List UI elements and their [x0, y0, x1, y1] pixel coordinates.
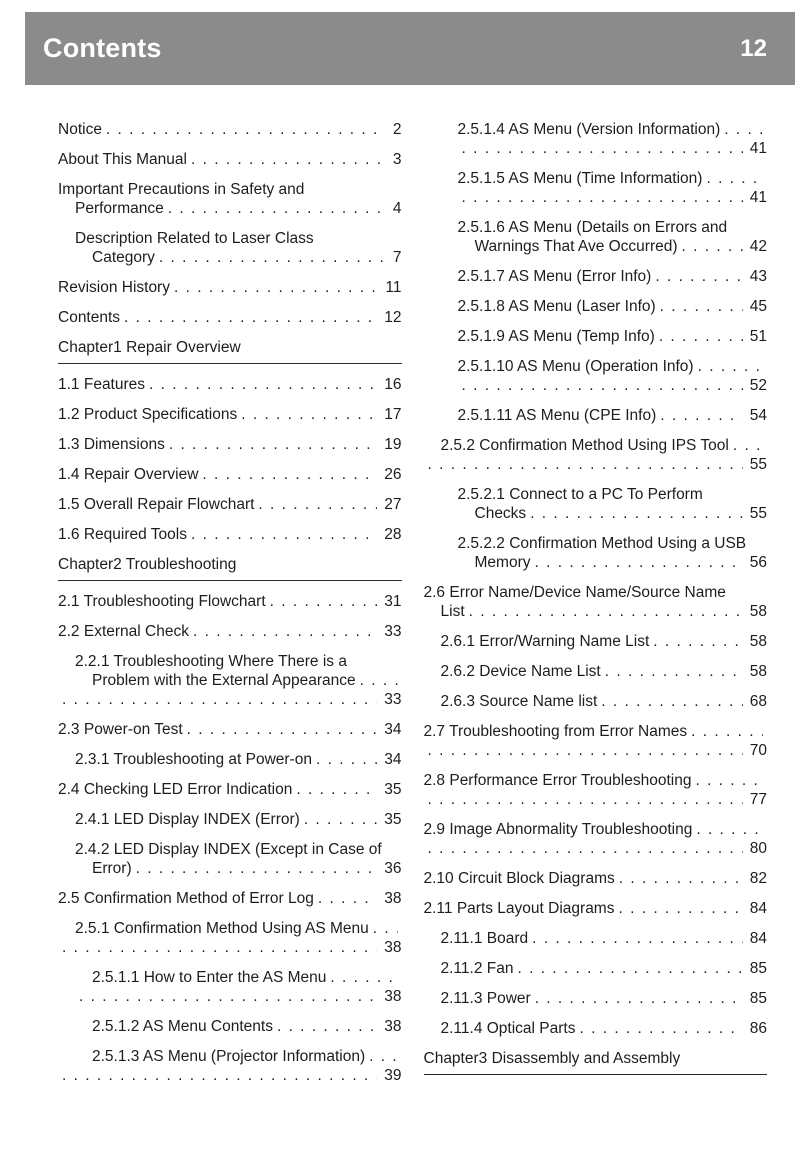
toc-entry[interactable] [424, 357, 768, 395]
dot-leader [149, 375, 377, 394]
toc-line [424, 327, 768, 346]
toc-entry[interactable] [424, 662, 768, 681]
toc-line [424, 139, 768, 158]
dot-leader [462, 376, 743, 395]
dot-leader [304, 810, 377, 829]
toc-entry[interactable] [424, 959, 768, 978]
dot-leader [534, 553, 742, 572]
toc-line [424, 218, 768, 237]
toc-line [58, 938, 402, 957]
toc-line [58, 555, 402, 574]
toc-text: 2.7 Troubleshooting from Error Names [423, 723, 688, 740]
dot-leader [270, 592, 378, 611]
toc-entry[interactable] [424, 771, 768, 809]
toc-entry[interactable] [424, 820, 768, 858]
toc-text: 2.5 Confirmation Method of Error Log [58, 890, 314, 907]
toc-entry[interactable] [424, 436, 768, 474]
page-number: 82 [749, 870, 767, 887]
page-number: 16 [384, 376, 402, 393]
page-number: 28 [384, 526, 402, 543]
toc-text: 2.5.1.1 How to Enter the AS Menu [92, 969, 327, 986]
dot-leader [682, 237, 743, 256]
page-number: 51 [749, 328, 767, 345]
toc-text: 2.11.2 Fan [440, 960, 514, 977]
toc-column-right [424, 120, 768, 1096]
toc-line [58, 150, 402, 169]
toc-text: 2.5.1.9 AS Menu (Temp Info) [457, 328, 655, 345]
toc-entry[interactable] [424, 534, 768, 572]
page-number: 17 [384, 406, 402, 423]
toc-entry[interactable] [424, 169, 768, 207]
toc-line [424, 989, 768, 1008]
toc-text: 1.3 Dimensions [58, 436, 165, 453]
toc-text: 1.5 Overall Repair Flowchart [58, 496, 255, 513]
toc-line [58, 229, 402, 248]
toc-chapter-heading [58, 555, 402, 581]
dot-leader [618, 899, 742, 918]
dot-leader [659, 327, 743, 346]
dot-leader [62, 938, 377, 957]
toc-entry[interactable] [58, 968, 402, 1006]
page-number: 42 [749, 238, 767, 255]
page-title: Contents [43, 33, 162, 63]
toc-text: Revision History [58, 279, 170, 296]
toc-entry[interactable] [424, 1019, 768, 1038]
toc-line [58, 180, 402, 199]
toc-text: 2.6.2 Device Name List [440, 663, 601, 680]
page-number: 19 [384, 436, 402, 453]
toc-text: 2.6.1 Error/Warning Name List [440, 633, 650, 650]
toc-line [424, 632, 768, 651]
toc-entry[interactable] [58, 592, 402, 611]
toc-line [58, 1047, 402, 1066]
page-number: 31 [384, 593, 402, 610]
dot-leader [706, 169, 763, 188]
dot-leader [62, 690, 377, 709]
toc-entry[interactable] [58, 495, 402, 514]
page-number: 27 [384, 496, 402, 513]
dot-leader [655, 267, 742, 286]
toc-entry[interactable] [58, 810, 402, 829]
toc-entry[interactable] [58, 525, 402, 544]
toc-line [58, 375, 402, 394]
toc-text: Performance [75, 200, 164, 217]
page-number: 39 [384, 1067, 402, 1084]
toc-text: Chapter2 Troubleshooting [58, 556, 237, 573]
dot-leader [428, 839, 743, 858]
toc-text: 2.5.1.10 AS Menu (Operation Info) [457, 358, 694, 375]
toc-text: 2.3 Power-on Test [58, 721, 183, 738]
toc-line [424, 692, 768, 711]
page-number: 52 [749, 377, 767, 394]
toc-entry[interactable] [424, 120, 768, 158]
page-number: 35 [384, 811, 402, 828]
toc-text: Contents [58, 309, 121, 326]
toc-entry[interactable] [58, 1017, 402, 1036]
toc-entry[interactable] [424, 485, 768, 523]
toc-line [424, 406, 768, 425]
toc-line [424, 929, 768, 948]
toc-line [58, 889, 402, 908]
toc-entry[interactable] [58, 180, 402, 218]
toc-text: 2.10 Circuit Block Diagrams [423, 870, 615, 887]
toc-text: 2.3.1 Troubleshooting at Power-on [75, 751, 312, 768]
toc-entry[interactable] [424, 267, 768, 286]
dot-leader [191, 150, 386, 169]
toc-text: 2.1 Troubleshooting Flowchart [58, 593, 266, 610]
toc-text: 2.5.1.3 AS Menu (Projector Information) [92, 1048, 366, 1065]
toc-entry[interactable] [58, 435, 402, 454]
toc-text: 2.5.1 Confirmation Method Using AS Menu [75, 920, 369, 937]
dot-leader [369, 1047, 397, 1066]
toc-text: Problem with the External Appearance [92, 672, 356, 689]
dot-leader [579, 1019, 742, 1038]
toc-text: 2.4.2 LED Display INDEX (Except in Case of [75, 841, 382, 858]
toc-text: Chapter1 Repair Overview [58, 339, 241, 356]
page-number: 55 [749, 456, 767, 473]
toc-text: 2.8 Performance Error Troubleshooting [423, 772, 692, 789]
toc-text: 2.5.2.2 Confirmation Method Using a USB [457, 535, 747, 552]
toc-line [424, 169, 768, 188]
toc-text: 2.5.1.8 AS Menu (Laser Info) [457, 298, 656, 315]
toc-text: 2.5.1.2 AS Menu Contents [92, 1018, 273, 1035]
page-number: 43 [749, 268, 767, 285]
dot-leader [619, 869, 743, 888]
page-number: 68 [749, 693, 767, 710]
toc-line [424, 297, 768, 316]
dot-leader [696, 820, 763, 839]
toc-line [58, 120, 402, 139]
page-number: 85 [749, 990, 767, 1007]
dot-leader [724, 120, 763, 139]
page-number: 41 [749, 140, 767, 157]
toc-line [424, 662, 768, 681]
toc-entry[interactable] [424, 297, 768, 316]
toc-entry[interactable] [424, 899, 768, 918]
toc-entry[interactable] [58, 919, 402, 957]
toc-entry[interactable] [58, 889, 402, 908]
dot-leader [193, 622, 377, 641]
toc-text: 1.4 Repair Overview [58, 466, 199, 483]
toc-line [424, 455, 768, 474]
toc-text: 2.6.3 Source Name list [440, 693, 598, 710]
page-number: 12 [384, 309, 402, 326]
toc-line [58, 968, 402, 987]
dot-leader [601, 692, 742, 711]
toc-content [58, 120, 767, 1096]
toc-text: 2.4.1 LED Display INDEX (Error) [75, 811, 300, 828]
dot-leader [605, 662, 743, 681]
dot-leader [660, 297, 743, 316]
toc-text: 2.11.1 Board [440, 930, 529, 947]
dot-leader [191, 525, 377, 544]
toc-entry[interactable] [424, 632, 768, 651]
toc-entry[interactable] [58, 1047, 402, 1085]
toc-text: About This Manual [58, 151, 187, 168]
toc-line [424, 376, 768, 395]
page-number: 33 [384, 623, 402, 640]
toc-text: 2.9 Image Abnormality Troubleshooting [423, 821, 693, 838]
toc-line [58, 338, 402, 357]
toc-text: Category [92, 249, 155, 266]
toc-line [58, 525, 402, 544]
toc-entry[interactable] [58, 308, 402, 327]
toc-line [424, 237, 768, 256]
page-number: 35 [384, 781, 402, 798]
page-number: 58 [749, 603, 767, 620]
toc-text: Chapter3 Disassembly and Assembly [423, 1050, 681, 1067]
dot-leader [330, 968, 397, 987]
dot-leader [79, 987, 377, 1006]
toc-line [424, 1019, 768, 1038]
toc-line [58, 465, 402, 484]
toc-line [424, 504, 768, 523]
dot-leader [695, 771, 763, 790]
dot-leader [106, 120, 386, 139]
toc-line [58, 308, 402, 327]
dot-leader [517, 959, 742, 978]
toc-text: 2.5.1.7 AS Menu (Error Info) [457, 268, 652, 285]
toc-entry[interactable] [424, 327, 768, 346]
dot-leader [159, 248, 386, 267]
header-page-number: 12 [740, 34, 767, 62]
toc-text: 2.5.1.6 AS Menu (Details on Errors and [457, 219, 728, 236]
toc-entry[interactable] [58, 780, 402, 799]
toc-text: Description Related to Laser Class [75, 230, 314, 247]
dot-leader [469, 602, 743, 621]
dot-leader [691, 722, 763, 741]
dot-leader [124, 308, 377, 327]
toc-entry[interactable] [58, 840, 402, 878]
toc-entry[interactable] [424, 722, 768, 760]
toc-line [58, 919, 402, 938]
toc-entry[interactable] [58, 278, 402, 297]
dot-leader [296, 780, 377, 799]
page-number: 58 [749, 633, 767, 650]
toc-text: 2.11.3 Power [440, 990, 531, 1007]
page-number: 33 [384, 691, 402, 708]
toc-text: 2.2.1 Troubleshooting Where There is a [75, 653, 347, 670]
toc-text: 2.5.2 Confirmation Method Using IPS Tool [440, 437, 729, 454]
page-number: 3 [392, 151, 402, 168]
page-number: 38 [384, 890, 402, 907]
dot-leader [168, 199, 386, 218]
toc-line [424, 820, 768, 839]
toc-line [58, 810, 402, 829]
toc-text: 2.6 Error Name/Device Name/Source Name [423, 584, 726, 601]
toc-column-left [58, 120, 402, 1096]
toc-entry[interactable] [424, 869, 768, 888]
dot-leader [535, 989, 743, 1008]
toc-entry[interactable] [424, 583, 768, 621]
toc-line [58, 199, 402, 218]
toc-text: 2.11.4 Optical Parts [440, 1020, 576, 1037]
toc-line [424, 741, 768, 760]
toc-text: 2.5.1.4 AS Menu (Version Information) [457, 121, 721, 138]
page-number: 84 [749, 930, 767, 947]
toc-line [424, 267, 768, 286]
toc-text: 2.2 External Check [58, 623, 189, 640]
toc-entry[interactable] [58, 652, 402, 709]
toc-text: Memory [474, 554, 531, 571]
toc-text: List [440, 603, 465, 620]
dot-leader [428, 741, 743, 760]
dot-leader [462, 139, 743, 158]
toc-line [424, 534, 768, 553]
toc-entry[interactable] [424, 218, 768, 256]
dot-leader [360, 671, 398, 690]
toc-entry[interactable] [58, 150, 402, 169]
dot-leader [241, 405, 377, 424]
toc-line [424, 839, 768, 858]
toc-entry[interactable] [424, 929, 768, 948]
dot-leader [62, 1066, 377, 1085]
page-number: 84 [749, 900, 767, 917]
toc-line [58, 435, 402, 454]
toc-line [58, 652, 402, 671]
page-number: 58 [749, 663, 767, 680]
toc-line [424, 188, 768, 207]
dot-leader [428, 455, 743, 474]
toc-line [58, 690, 402, 709]
dot-leader [174, 278, 378, 297]
toc-line [58, 1017, 402, 1036]
toc-line [424, 602, 768, 621]
page-number: 41 [749, 189, 767, 206]
page-number: 86 [749, 1020, 767, 1037]
toc-entry[interactable] [58, 229, 402, 267]
toc-line [424, 485, 768, 504]
page-number: 38 [384, 939, 402, 956]
toc-line [424, 436, 768, 455]
page-number: 11 [385, 279, 402, 296]
page-number: 34 [384, 751, 402, 768]
toc-entry[interactable] [58, 622, 402, 641]
page-number: 38 [384, 988, 402, 1005]
toc-entry[interactable] [58, 120, 402, 139]
toc-line [424, 583, 768, 602]
toc-chapter-heading [424, 1049, 768, 1075]
page-number: 26 [384, 466, 402, 483]
page-number: 38 [384, 1018, 402, 1035]
toc-text: 2.5.2.1 Connect to a PC To Perform [457, 486, 703, 503]
dot-leader [530, 504, 743, 523]
toc-line [58, 750, 402, 769]
toc-line [58, 840, 402, 859]
toc-line [58, 592, 402, 611]
toc-line [424, 959, 768, 978]
toc-line [58, 1066, 402, 1085]
dot-leader [318, 889, 377, 908]
toc-text: Warnings That Ave Occurred) [474, 238, 678, 255]
page-number: 7 [392, 249, 402, 266]
toc-line [424, 771, 768, 790]
page-number: 34 [384, 721, 402, 738]
page-number: 4 [392, 200, 402, 217]
toc-text: 1.1 Features [58, 376, 146, 393]
toc-line [58, 780, 402, 799]
dot-leader [698, 357, 763, 376]
toc-entry[interactable] [58, 375, 402, 394]
toc-entry[interactable] [58, 405, 402, 424]
page-number: 85 [749, 960, 767, 977]
toc-entry[interactable] [58, 750, 402, 769]
toc-line [58, 720, 402, 739]
dot-leader [733, 436, 763, 455]
page-number: 54 [749, 407, 767, 424]
dot-leader [462, 188, 743, 207]
dot-leader [169, 435, 377, 454]
toc-text: Error) [92, 860, 132, 877]
page-number: 55 [749, 505, 767, 522]
page-number: 2 [392, 121, 402, 138]
dot-leader [258, 495, 377, 514]
toc-text: 2.5.1.11 AS Menu (CPE Info) [457, 407, 657, 424]
dot-leader [136, 859, 378, 878]
dot-leader [532, 929, 743, 948]
page-header [25, 12, 795, 85]
toc-line [58, 278, 402, 297]
toc-line [58, 622, 402, 641]
toc-line [58, 248, 402, 267]
page-number: 80 [749, 840, 767, 857]
page-number: 45 [749, 298, 767, 315]
toc-line [424, 722, 768, 741]
toc-line [58, 405, 402, 424]
toc-text: 1.2 Product Specifications [58, 406, 238, 423]
toc-line [424, 553, 768, 572]
dot-leader [428, 790, 743, 809]
toc-line [58, 859, 402, 878]
page-number: 56 [749, 554, 767, 571]
toc-line [424, 899, 768, 918]
page-number: 77 [749, 791, 767, 808]
dot-leader [373, 919, 398, 938]
dot-leader [187, 720, 378, 739]
toc-text: 2.5.1.5 AS Menu (Time Information) [457, 170, 703, 187]
toc-text: Notice [58, 121, 102, 138]
toc-line [58, 495, 402, 514]
toc-text: Important Precautions in Safety and [58, 181, 305, 198]
toc-line [424, 1049, 768, 1068]
dot-leader [660, 406, 743, 425]
toc-text: Checks [474, 505, 527, 522]
toc-text: 2.11 Parts Layout Diagrams [423, 900, 615, 917]
dot-leader [202, 465, 377, 484]
page-number: 70 [749, 742, 767, 759]
toc-line [424, 869, 768, 888]
toc-line [58, 671, 402, 690]
toc-line [58, 987, 402, 1006]
toc-entry[interactable] [58, 720, 402, 739]
dot-leader [653, 632, 742, 651]
toc-line [424, 357, 768, 376]
page-number: 36 [384, 860, 402, 877]
toc-entry[interactable] [424, 406, 768, 425]
dot-leader [277, 1017, 377, 1036]
toc-line [424, 790, 768, 809]
toc-entry[interactable] [424, 692, 768, 711]
toc-chapter-heading [58, 338, 402, 364]
dot-leader [316, 750, 377, 769]
toc-entry[interactable] [424, 989, 768, 1008]
toc-text: 2.4 Checking LED Error Indication [58, 781, 293, 798]
toc-text: 1.6 Required Tools [58, 526, 187, 543]
toc-entry[interactable] [58, 465, 402, 484]
toc-line [424, 120, 768, 139]
